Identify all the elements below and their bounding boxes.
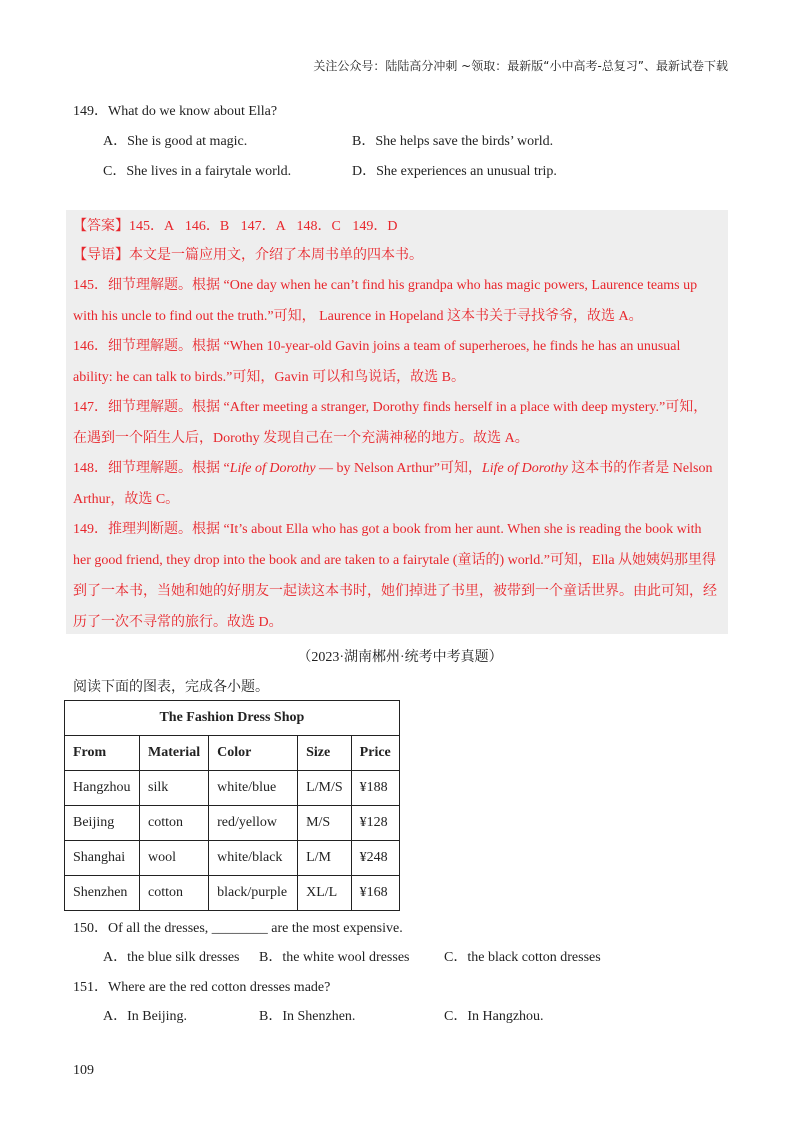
explanation-149-line4: 历了一次不寻常的旅行。故选 D。 — [73, 615, 283, 630]
explanation-148-line1: 148．细节理解题。根据 “Life of Dorothy — by Nelson Arthur”可知，Life of Dorothy 这本书的作者是 Nelson — [73, 461, 713, 476]
cell-from: Shenzhen — [65, 876, 140, 911]
cell-material: cotton — [140, 806, 209, 841]
cell-from: Beijing — [65, 806, 140, 841]
cell-material: cotton — [140, 876, 209, 911]
table-row — [65, 841, 400, 876]
cell-price: ¥128 — [351, 806, 399, 841]
cell-size: M/S — [298, 806, 352, 841]
cell-price: ¥248 — [351, 841, 399, 876]
fashion-dress-table — [64, 700, 400, 911]
cell-size: L/M — [298, 841, 352, 876]
question-151-stem: 151．Where are the red cotton dresses made? — [73, 980, 331, 995]
cell-color: red/yellow — [209, 806, 298, 841]
question-149-option-d: D．She experiences an unusual trip. — [352, 164, 557, 179]
header-from: From — [65, 736, 140, 771]
cell-color: white/black — [209, 841, 298, 876]
cell-price: ¥168 — [351, 876, 399, 911]
explanation-149-line1: 149．推理判断题。根据 “It’s about Ella who has got a book from her aunt. When she is reading the book with — [73, 522, 702, 537]
table-row — [65, 876, 400, 911]
header-price: Price — [351, 736, 399, 771]
question-150-option-a: A．the blue silk dresses — [103, 950, 240, 965]
cell-color: black/purple — [209, 876, 298, 911]
answer-key: 【答案】145．A 146．B 147．A 148．C 149．D — [73, 219, 398, 234]
question-151-option-c: C．In Hangzhou. — [444, 1009, 544, 1024]
header-material: Material — [140, 736, 209, 771]
question-149-option-c: C．She lives in a fairytale world. — [103, 164, 292, 179]
explanation-145-line2: with his uncle to find out the truth.”可知， Laurence in Hopeland 这本书关于寻找爷爷，故选 A。 — [73, 309, 643, 324]
table-row — [65, 806, 400, 841]
question-150-option-c: C．the black cotton dresses — [444, 950, 601, 965]
question-151-option-a: A．In Beijing. — [103, 1009, 187, 1024]
cell-from: Hangzhou — [65, 771, 140, 806]
guide-text: 【导语】本文是一篇应用文，介绍了本周书单的四本书。 — [73, 248, 423, 263]
page-number: 109 — [73, 1063, 94, 1078]
explanation-149-line3: 到了一本书，当她和她的好朋友一起读这本书时，她们掉进了书里，被带到一个童话世界。由此可知，经 — [73, 584, 717, 599]
question-149-option-a: A．She is good at magic. — [103, 134, 248, 149]
cell-size: L/M/S — [298, 771, 352, 806]
question-149-option-b: B．She helps save the birds’ world. — [352, 134, 554, 149]
cell-material: silk — [140, 771, 209, 806]
cell-size: XL/L — [298, 876, 352, 911]
cell-color: white/blue — [209, 771, 298, 806]
question-151-option-b: B．In Shenzhen. — [259, 1009, 356, 1024]
explanation-147-line2: 在遇到一个陌生人后，Dorothy 发现自己在一个充满神秘的地方。故选 A。 — [73, 431, 529, 446]
cell-material: wool — [140, 841, 209, 876]
header-size: Size — [298, 736, 352, 771]
explanation-148-line2: Arthur，故选 C。 — [73, 492, 180, 507]
table-title: The Fashion Dress Shop — [65, 701, 400, 736]
question-150-stem: 150．Of all the dresses, ________ are the most expensive. — [73, 921, 403, 936]
explanation-149-line2: her good friend, they drop into the book and are taken to a fairytale (童话的) world.”可知，Ella 从她姨妈那里得 — [73, 553, 717, 568]
question-150-option-b: B．the white wool dresses — [259, 950, 410, 965]
explanation-146-line1: 146．细节理解题。根据 “When 10-year-old Gavin joins a team of superheroes, he finds he has an unusual — [73, 339, 681, 354]
cell-from: Shanghai — [65, 841, 140, 876]
cell-price: ¥188 — [351, 771, 399, 806]
table-header-row — [65, 736, 400, 771]
table-row — [65, 771, 400, 806]
reading-instruction: 阅读下面的图表，完成各小题。 — [73, 680, 269, 695]
question-source: （2023·湖南郴州·统考中考真题） — [297, 650, 503, 665]
header-color: Color — [209, 736, 298, 771]
question-149-stem: 149．What do we know about Ella? — [73, 104, 278, 119]
explanation-146-line2: ability: he can talk to birds.”可知，Gavin 可以和鸟说话，故选 B。 — [73, 370, 465, 385]
page-header: 关注公众号：陆陆高分冲刺 ~领取：最新版“小中高考-总复习”、最新试卷下载 — [313, 59, 728, 73]
explanation-145-line1: 145．细节理解题。根据 “One day when he can’t find his grandpa who has magic powers, Laurence teams up — [73, 278, 698, 293]
explanation-147-line1: 147．细节理解题。根据 “After meeting a stranger, Dorothy finds herself in a place with deep mystery.”可知， — [73, 400, 708, 415]
